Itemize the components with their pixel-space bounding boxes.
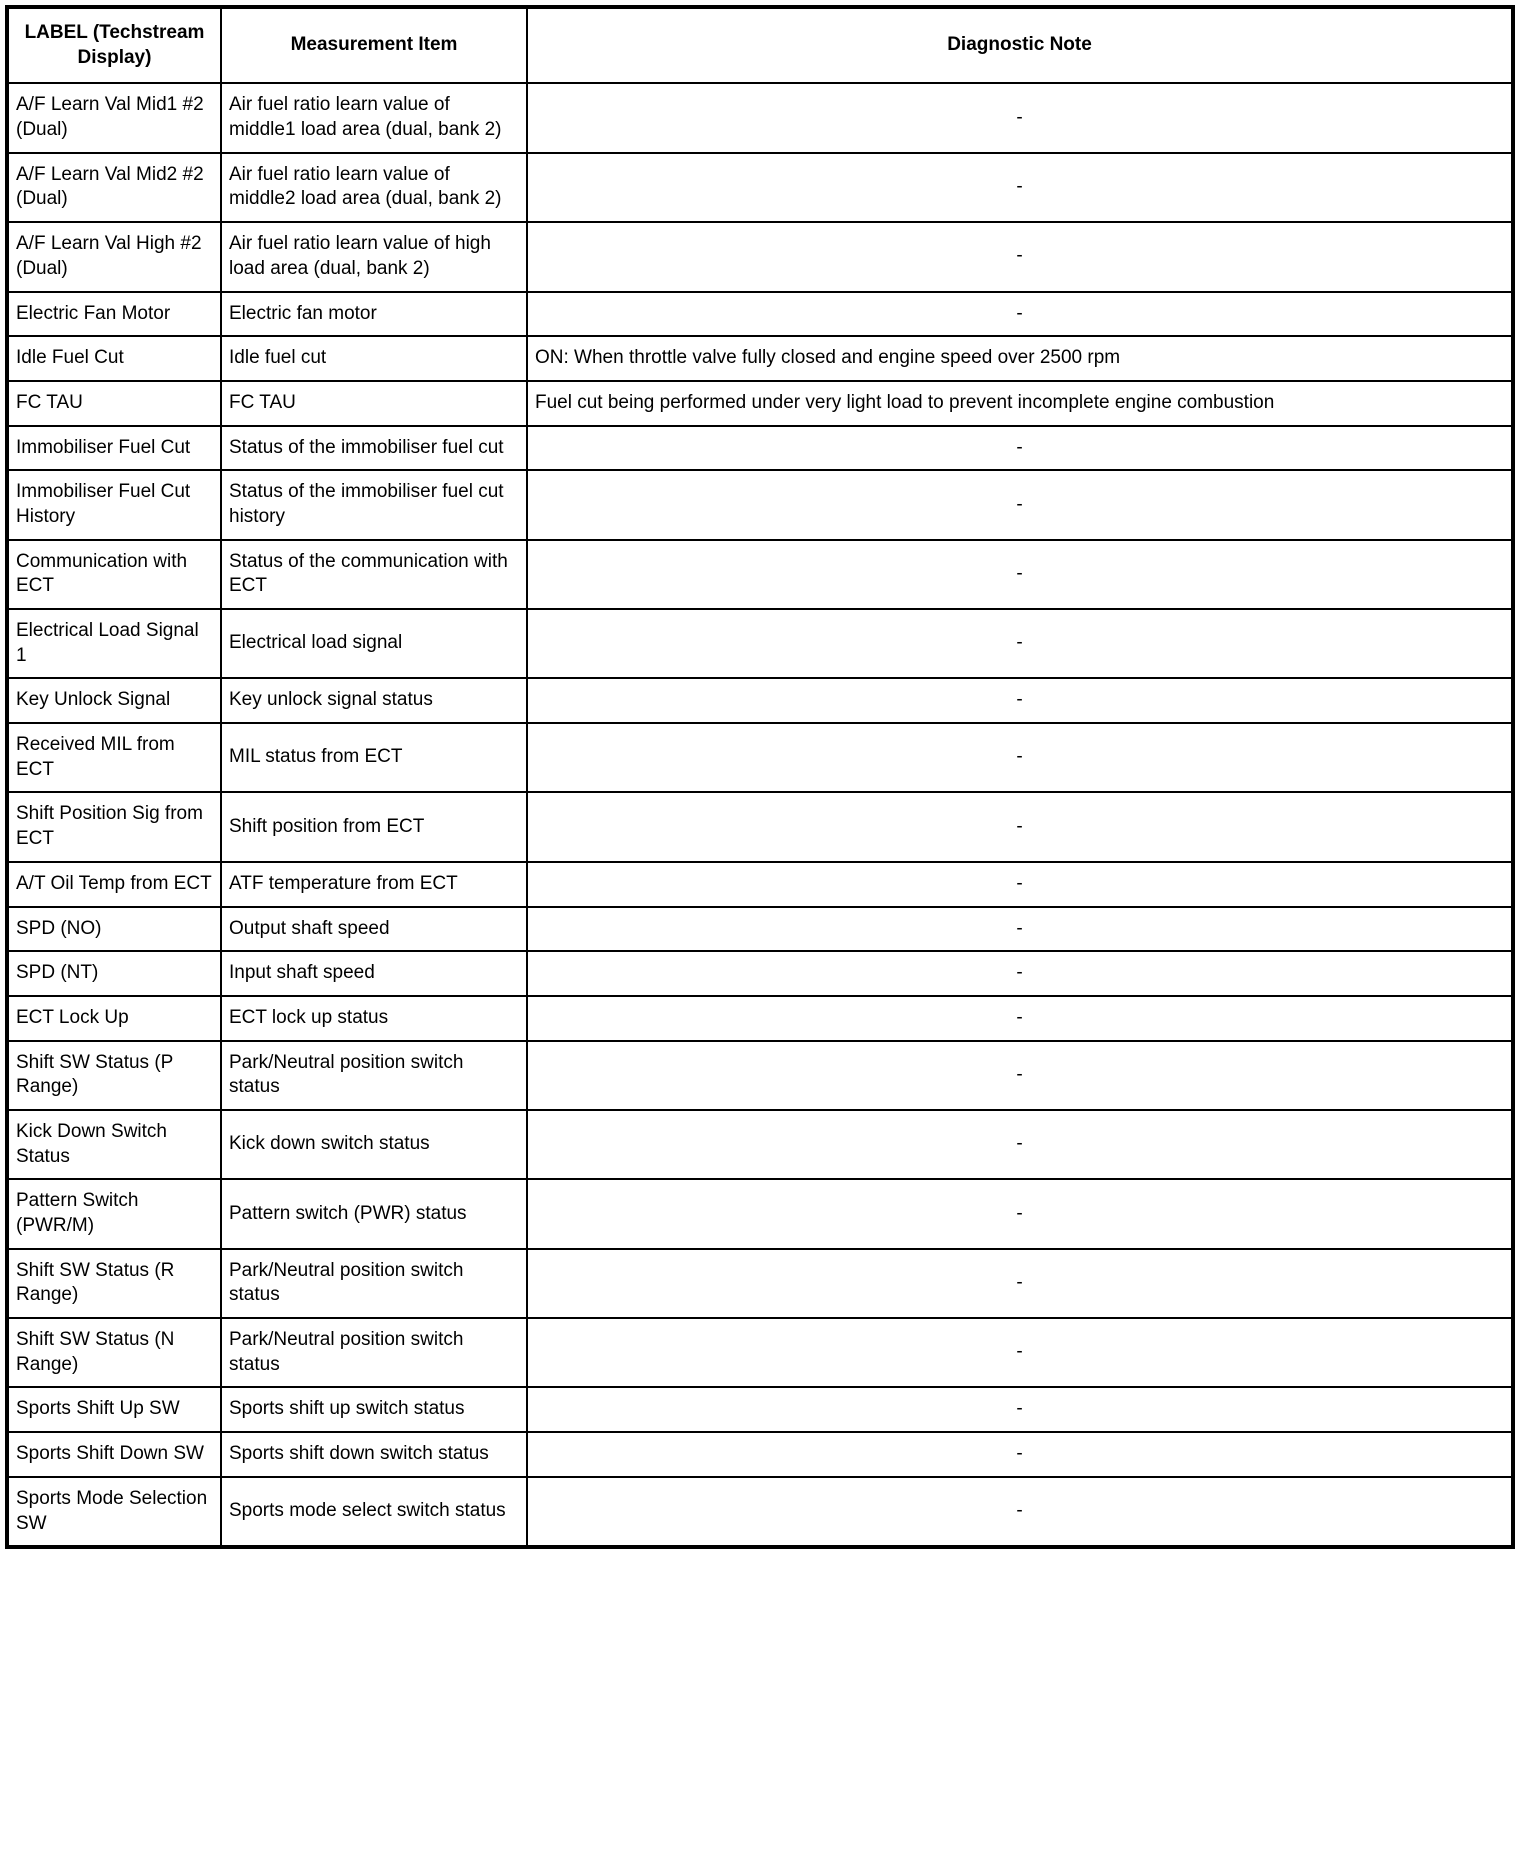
table-row: [7, 1318, 1513, 1387]
label-cell: Sports Shift Up SW: [7, 1387, 221, 1432]
measurement-item-cell: Kick down switch status: [221, 1110, 527, 1179]
measurement-item-cell: Sports shift up switch status: [221, 1387, 527, 1432]
label-cell: Key Unlock Signal: [7, 678, 221, 723]
table-row: [7, 907, 1513, 952]
measurement-item-cell: Air fuel ratio learn value of high load area (dual, bank 2): [221, 222, 527, 291]
measurement-item-cell: Output shaft speed: [221, 907, 527, 952]
diagnostic-note-cell: -: [527, 907, 1513, 952]
table-row: [7, 678, 1513, 723]
diagnostic-note-cell: -: [527, 862, 1513, 907]
diagnostic-note-cell: -: [527, 1477, 1513, 1547]
diagnostic-note-cell: -: [527, 1318, 1513, 1387]
diagnostic-note-cell: -: [527, 1432, 1513, 1477]
diagnostic-note-cell: -: [527, 292, 1513, 337]
measurement-item-cell: Electrical load signal: [221, 609, 527, 678]
table-row: [7, 609, 1513, 678]
diagnostic-note-cell: -: [527, 426, 1513, 471]
table-row: [7, 862, 1513, 907]
label-cell: Sports Mode Selection SW: [7, 1477, 221, 1547]
label-cell: SPD (NT): [7, 951, 221, 996]
measurement-item-cell: Air fuel ratio learn value of middle2 load area (dual, bank 2): [221, 153, 527, 222]
diagnostic-note-cell: -: [527, 609, 1513, 678]
label-cell: Immobiliser Fuel Cut: [7, 426, 221, 471]
table-row: [7, 996, 1513, 1041]
header-measurement-item-column: Measurement Item: [221, 7, 527, 83]
measurement-item-cell: Pattern switch (PWR) status: [221, 1179, 527, 1248]
measurement-item-cell: Electric fan motor: [221, 292, 527, 337]
diagnostic-note-cell: -: [527, 1249, 1513, 1318]
table-body: [7, 83, 1513, 1547]
label-cell: Kick Down Switch Status: [7, 1110, 221, 1179]
label-cell: Shift SW Status (R Range): [7, 1249, 221, 1318]
table-row: [7, 1387, 1513, 1432]
table-row: [7, 951, 1513, 996]
table-row: [7, 83, 1513, 152]
table-row: [7, 1179, 1513, 1248]
label-cell: Electrical Load Signal 1: [7, 609, 221, 678]
header-row: [7, 7, 1513, 83]
measurement-item-cell: Sports mode select switch status: [221, 1477, 527, 1547]
table-row: [7, 470, 1513, 539]
diagnostic-note-cell: -: [527, 678, 1513, 723]
header-label-column: LABEL (Techstream Display): [7, 7, 221, 83]
diagnostic-note-cell: -: [527, 1179, 1513, 1248]
label-cell: A/F Learn Val High #2 (Dual): [7, 222, 221, 291]
diagnostic-note-cell: -: [527, 1041, 1513, 1110]
label-cell: Pattern Switch (PWR/M): [7, 1179, 221, 1248]
measurement-item-cell: Key unlock signal status: [221, 678, 527, 723]
label-cell: FC TAU: [7, 381, 221, 426]
label-cell: Shift SW Status (N Range): [7, 1318, 221, 1387]
measurement-item-cell: Status of the communication with ECT: [221, 540, 527, 609]
header-diagnostic-note-column: Diagnostic Note: [527, 7, 1513, 83]
diagnostic-note-cell: -: [527, 996, 1513, 1041]
diagnostic-note-cell: -: [527, 470, 1513, 539]
label-cell: ECT Lock Up: [7, 996, 221, 1041]
measurement-item-cell: Park/Neutral position switch status: [221, 1041, 527, 1110]
table-row: [7, 336, 1513, 381]
label-cell: SPD (NO): [7, 907, 221, 952]
diagnostic-note-cell: ON: When throttle valve fully closed and engine speed over 2500 rpm: [527, 336, 1513, 381]
table-row: [7, 1249, 1513, 1318]
table-row: [7, 222, 1513, 291]
measurement-item-cell: ATF temperature from ECT: [221, 862, 527, 907]
table-row: [7, 540, 1513, 609]
diagnostic-note-cell: -: [527, 540, 1513, 609]
table-row: [7, 792, 1513, 861]
label-cell: Immobiliser Fuel Cut History: [7, 470, 221, 539]
diagnostic-note-cell: -: [527, 153, 1513, 222]
measurement-item-cell: Shift position from ECT: [221, 792, 527, 861]
label-cell: A/F Learn Val Mid2 #2 (Dual): [7, 153, 221, 222]
diagnostic-note-cell: -: [527, 1387, 1513, 1432]
diagnostic-note-cell: -: [527, 723, 1513, 792]
table-row: [7, 1477, 1513, 1547]
label-cell: Received MIL from ECT: [7, 723, 221, 792]
label-cell: Shift Position Sig from ECT: [7, 792, 221, 861]
label-cell: A/F Learn Val Mid1 #2 (Dual): [7, 83, 221, 152]
label-cell: Sports Shift Down SW: [7, 1432, 221, 1477]
table-row: [7, 1432, 1513, 1477]
diagnostic-table: [5, 5, 1515, 1549]
measurement-item-cell: Sports shift down switch status: [221, 1432, 527, 1477]
label-cell: A/T Oil Temp from ECT: [7, 862, 221, 907]
measurement-item-cell: Air fuel ratio learn value of middle1 load area (dual, bank 2): [221, 83, 527, 152]
label-cell: Communication with ECT: [7, 540, 221, 609]
measurement-item-cell: MIL status from ECT: [221, 723, 527, 792]
label-cell: Electric Fan Motor: [7, 292, 221, 337]
diagnostic-note-cell: Fuel cut being performed under very light load to prevent incomplete engine combustion: [527, 381, 1513, 426]
measurement-item-cell: FC TAU: [221, 381, 527, 426]
table-header: [7, 7, 1513, 83]
diagnostic-note-cell: -: [527, 83, 1513, 152]
diagnostic-note-cell: -: [527, 792, 1513, 861]
table-row: [7, 292, 1513, 337]
label-cell: Shift SW Status (P Range): [7, 1041, 221, 1110]
measurement-item-cell: Status of the immobiliser fuel cut history: [221, 470, 527, 539]
table-row: [7, 153, 1513, 222]
table-row: [7, 1041, 1513, 1110]
diagnostic-note-cell: -: [527, 1110, 1513, 1179]
measurement-item-cell: Input shaft speed: [221, 951, 527, 996]
measurement-item-cell: Idle fuel cut: [221, 336, 527, 381]
measurement-item-cell: Park/Neutral position switch status: [221, 1318, 527, 1387]
table-row: [7, 426, 1513, 471]
measurement-item-cell: Status of the immobiliser fuel cut: [221, 426, 527, 471]
table-row: [7, 381, 1513, 426]
table-row: [7, 1110, 1513, 1179]
diagnostic-note-cell: -: [527, 222, 1513, 291]
table-row: [7, 723, 1513, 792]
measurement-item-cell: ECT lock up status: [221, 996, 527, 1041]
label-cell: Idle Fuel Cut: [7, 336, 221, 381]
measurement-item-cell: Park/Neutral position switch status: [221, 1249, 527, 1318]
diagnostic-note-cell: -: [527, 951, 1513, 996]
